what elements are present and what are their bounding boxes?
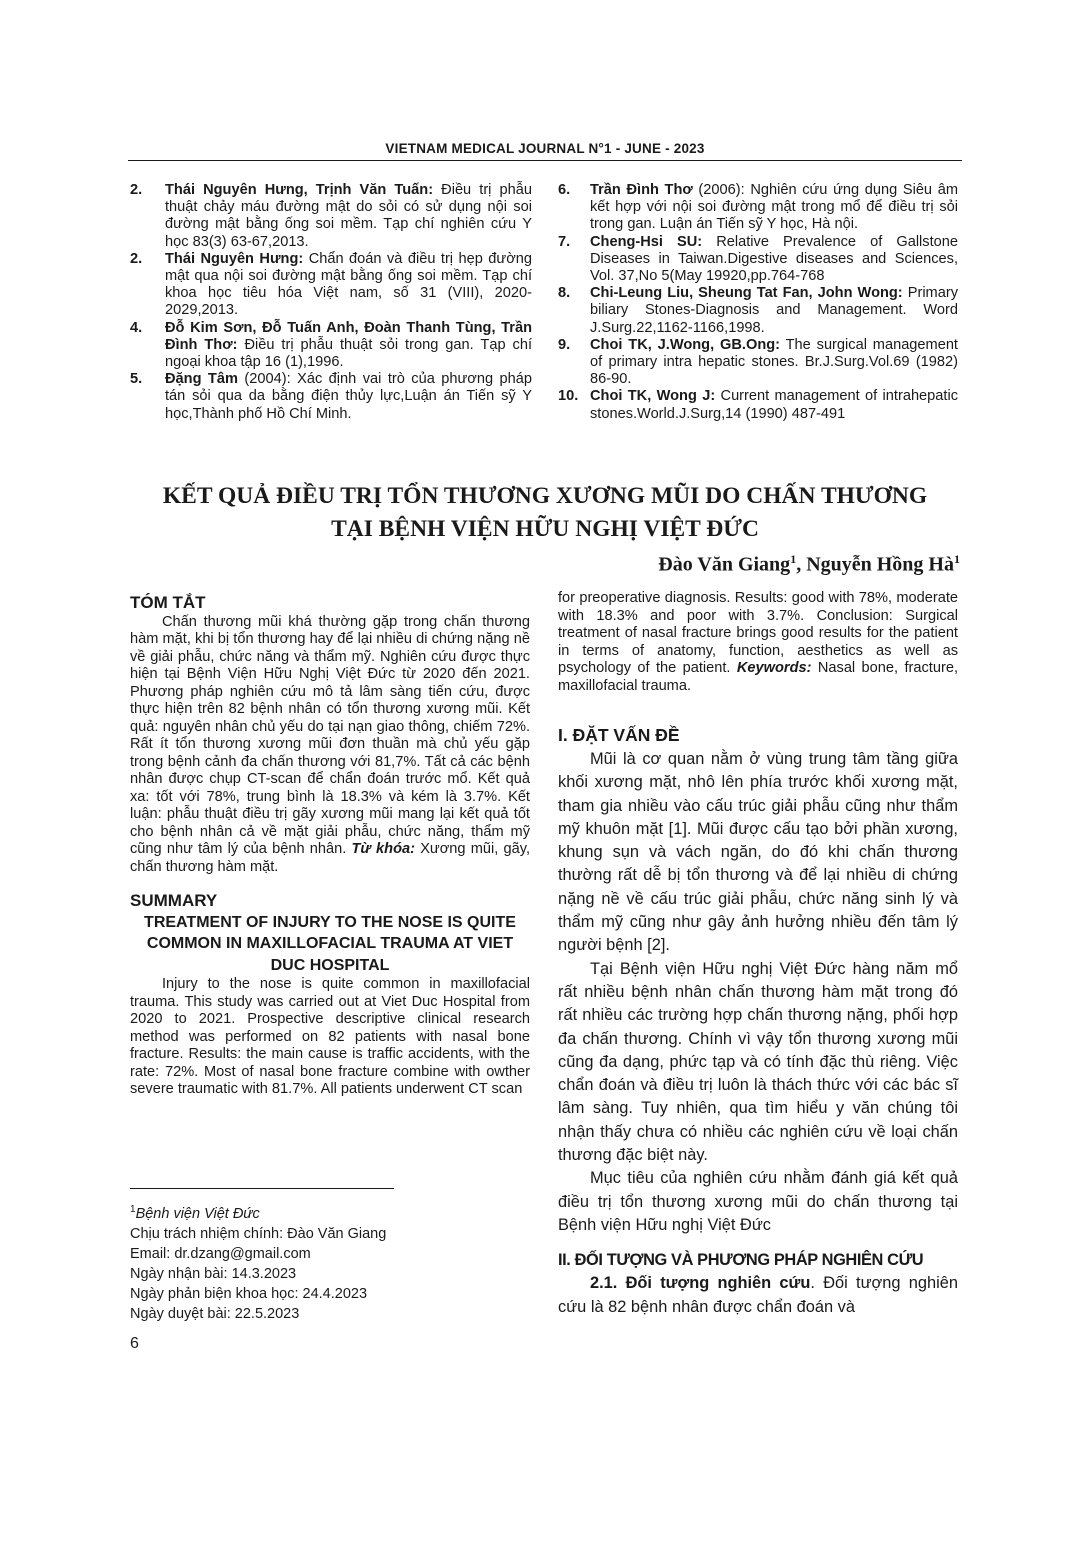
ref-authors: Cheng-Hsi SU: [590, 233, 703, 250]
ref-authors: Choi TK, J.Wong, GB.Ong: [590, 336, 781, 353]
abstract-left-column [130, 594, 530, 1099]
reference-item [130, 182, 532, 251]
summary-keywords-label: Keywords: [736, 660, 812, 676]
header-rule [128, 160, 962, 161]
footnote-rule [130, 1188, 394, 1189]
ref-text: Primary biliary Stones-Diagnosis and Management. Word J.Surg.22,1162-1166,1998. [590, 285, 958, 336]
ref-number: 9. [558, 336, 571, 353]
references-left [130, 182, 532, 423]
ref-text: (2004): Xác định vai trò của phương pháp tán sỏi qua da bằng điện thủy lực,Luận án Tiến sỹ Y học,Thành phố Hồ Chí Minh. [165, 371, 533, 422]
ref-number: 8. [558, 285, 571, 302]
author-separator: , [796, 553, 807, 576]
tomtat-text: Chấn thương mũi khá thường gặp trong chấn thương hàm mặt, khi bị tổn thương hay để lại nhiều di chứng nặng nề về giải phẫu, chức năng và thẩm mỹ. Nghiên cứu được thực hiện tại Bệnh Viện Hữu Nghị Việt Đức từ 2020 đến 2021. Phương pháp nghiên cứu mô tả lâm sàng tiến cứu, được thực hiện trên 82 bệnh nhân có tổn thương xương mũi. Kết quả: nguyên nhân chủ yếu do tại nạn giao thông, chiếm 72%. Rất ít tổn thương xương mũi đơn thuần mà chủ yếu gặp trong bệnh cảnh đa chấn thương với 81,7%. Tất cả các bệnh nhân được chụp CT-scan để chẩn đoán trước mổ. Kết quả xa: tốt với 78%, trung bình là 18.3% và kém là 3.7%. Kết luận: phẫu thuật điều trị gãy xương mũi mang lại kết quả tốt cho bệnh nhân cả về mặt giải phẫu, chức năng, thẩm mỹ cũng như tâm lý của bệnh nhân. [130, 613, 530, 857]
ref-number: 10. [558, 388, 579, 405]
right-column-body [558, 722, 958, 1319]
summary-paragraph-continued [558, 590, 958, 695]
ref-authors: Đỗ Kim Sơn, Đỗ Tuấn Anh, Đoàn Thanh Tùng, Trần Đình Thơ: [165, 319, 532, 353]
page-number: 6 [130, 1335, 139, 1352]
article-title [128, 480, 962, 546]
reference-item [558, 388, 958, 422]
footnote-line: Ngày nhận bài: 14.3.2023 [130, 1265, 297, 1282]
summary-heading: SUMMARY [130, 891, 218, 910]
ref-number: 4. [130, 319, 143, 336]
summary-paragraph: Injury to the nose is quite common in maxillofacial trauma. This study was carried out at Viet Duc Hospital from 2020 to 2021. Prospective descriptive clinical research method was performed on 82 patients with nasal bone fracture. Results: the main cause is traffic accidents, with the rate: 72%. Most of nasal bone fracture combine with owther severe traumatic with 81.7%. All patients underwent CT scan [130, 976, 530, 1097]
ref-number: 7. [558, 233, 571, 250]
section-1-paragraph-2: Tại Bệnh viện Hữu nghị Việt Đức hàng năm mổ rất nhiều bệnh nhân chấn thương hàm mặt trong đó rất nhiều các trường hợp chấn thương nặng, phối hợp đa chấn thương. Chính vì vậy tổn thương xương mũi cũng đa dạng, phức tạp và có tính đặc thù riêng. Việc chẩn đoán và điều trị luôn là thách thức với các bác sĩ lâm sàng. Tuy nhiên, qua tìm hiểu y văn chúng tôi nhận thấy chưa có nhiều các nghiên cứu về loại chấn thương đặc biệt này. [558, 959, 958, 1165]
author-1: Đào Văn Giang [658, 553, 791, 576]
ref-text: The surgical management of primary intra hepatic stones. Br.J.Surg.Vol.69 (1982) 86-90. [590, 336, 958, 388]
section-2-1-label: 2.1. Đối tượng nghiên cứu [590, 1274, 811, 1293]
ref-authors: Thái Nguyên Hưng, Trịnh Văn Tuấn: [165, 182, 434, 198]
ref-text: Current management of intrahepatic stones.World.J.Surg,14 (1990) 487-491 [590, 388, 959, 422]
right-column-summary [558, 590, 958, 695]
title-line-2: TẠI BỆNH VIỆN HỮU NGHỊ VIỆT ĐỨC [331, 516, 759, 542]
section-1-heading: I. ĐẶT VẤN ĐỀ [558, 725, 680, 745]
ref-text: Điều trị phẫu thuật chảy máu đường mật do sỏi có sử dụng nội soi đường mật bằng ống soi mềm. Tạp chí nghiên cứu Y học 83(3) 63-67,2013. [165, 182, 532, 250]
footnote-affiliation-number: 1 [130, 1204, 136, 1215]
ref-text: Relative Prevalence of Gallstone Diseases in Taiwan.Digestive diseases and Sciences, Vol. 37,No 5(May 19920,pp.764-768 [590, 233, 958, 285]
section-2-1-paragraph [558, 1272, 958, 1319]
article-authors [658, 552, 960, 577]
ref-authors: Đặng Tâm [165, 371, 238, 388]
footnote-line: Ngày duyệt bài: 22.5.2023 [130, 1305, 300, 1322]
reference-item [558, 234, 958, 286]
footnote [130, 1200, 386, 1324]
reference-item [558, 337, 958, 389]
journal-header: VIETNAM MEDICAL JOURNAL N°1 - JUNE - 2023 [385, 141, 705, 156]
ref-authors: Thái Nguyên Hưng: [165, 250, 304, 267]
tomtat-keywords-label: Từ khóa: [351, 841, 415, 857]
reference-item [558, 285, 958, 337]
reference-item [558, 182, 958, 234]
footnote-affiliation-text: Bệnh viện Việt Đức [135, 1205, 260, 1222]
reference-item [130, 371, 532, 423]
author-1-affiliation: 1 [790, 552, 797, 566]
section-1-paragraph-1: Mũi là cơ quan nằm ở vùng trung tâm tầng giữa khối xương mặt, nhô lên phía trước khối xương mặt, tham gia nhiều vào cấu trúc giải phẫu cũng như thẩm mỹ khuôn mặt [1]. Mũi được cấu tạo bởi phần xương, khung sụn và vách ngăn, do đó khi chấn thương thường rất dễ bị tổn thương và để lại nhiều di chứng nặng nề về cấu trúc giải phẫu, chức năng sinh lý và thẩm mỹ cũng như gây ảnh hưởng nhiều đến tâm lý người bệnh [2]. [558, 750, 958, 955]
author-2-affiliation: 1 [954, 552, 960, 566]
footnote-line: Chịu trách nhiệm chính: Đào Văn Giang [130, 1225, 387, 1242]
summary-text-continued: for preoperative diagnosis. Results: good with 78%, moderate with 18.3% and poor with 3.7%. Conclusion: Surgical treatment of nasal fracture brings good results for the patient in terms of anatomy, function, aesthetics as well as psychology of the patient. [558, 590, 958, 676]
title-line-1: KẾT QUẢ ĐIỀU TRỊ TỔN THƯƠNG XƯƠNG MŨI DO CHẤN THƯƠNG [162, 483, 928, 509]
ref-text: Chẩn đoán và điều trị hẹp đường mật qua nội soi đường mật bằng ống soi mềm. Tạp chí khoa học tiêu hóa Việt nam, số 31 (VIII), 2020-2029,2013. [165, 250, 533, 319]
tomtat-paragraph [130, 614, 530, 877]
ref-number: 6. [558, 182, 571, 198]
footnote-line: Ngày phản biện khoa học: 24.4.2023 [130, 1285, 368, 1302]
summary-keywords: Nasal bone, fracture, maxillofacial trauma. [558, 660, 958, 694]
tomtat-keywords: Xương mũi, gãy, chấn thương hàm mặt. [130, 841, 530, 875]
footnote-affiliation [130, 1200, 386, 1224]
ref-authors: Choi TK, Wong J: [590, 388, 716, 405]
section-2-1-text: . Đối tượng nghiên cứu là 82 bệnh nhân được chẩn đoán và [558, 1274, 958, 1316]
tomtat-heading: TÓM TẮT [130, 593, 206, 612]
ref-authors: Chi-Leung Liu, Sheung Tat Fan, John Wong: [590, 285, 903, 302]
footnote-line: Email: dr.dzang@gmail.com [130, 1245, 311, 1262]
author-2: Nguyễn Hồng Hà [806, 553, 954, 576]
ref-text: Điều trị phẫu thuật sỏi trong gan. Tạp chí ngoại khoa tập 16 (1),1996. [165, 336, 532, 371]
ref-number: 2. [130, 250, 143, 267]
ref-number: 5. [130, 371, 143, 388]
section-2-heading: II. ĐỐI TƯỢNG VÀ PHƯƠNG PHÁP NGHIÊN CỨU [558, 1251, 924, 1270]
summary-title: TREATMENT OF INJURY TO THE NOSE IS QUITE COMMON IN MAXILLOFACIAL TRAUMA AT VIET DUC HOSPITAL [144, 913, 516, 974]
reference-item [130, 320, 532, 372]
ref-text: (2006): Nghiên cứu ứng dụng Siêu âm kết hợp với nội soi đường mật trong mổ để điều trị sỏi trong gan. Luận án Tiến sỹ Y học, Hà nội. [590, 182, 958, 233]
ref-authors: Trần Đình Thơ [590, 182, 693, 198]
ref-number: 2. [130, 182, 143, 198]
section-1-paragraph-3: Mục tiêu của nghiên cứu nhằm đánh giá kết quả điều trị tổn thương xương mũi do chấn thương tại Bệnh viện Hữu nghị Việt Đức [558, 1169, 958, 1234]
references-right [558, 182, 958, 423]
reference-item [130, 251, 532, 320]
